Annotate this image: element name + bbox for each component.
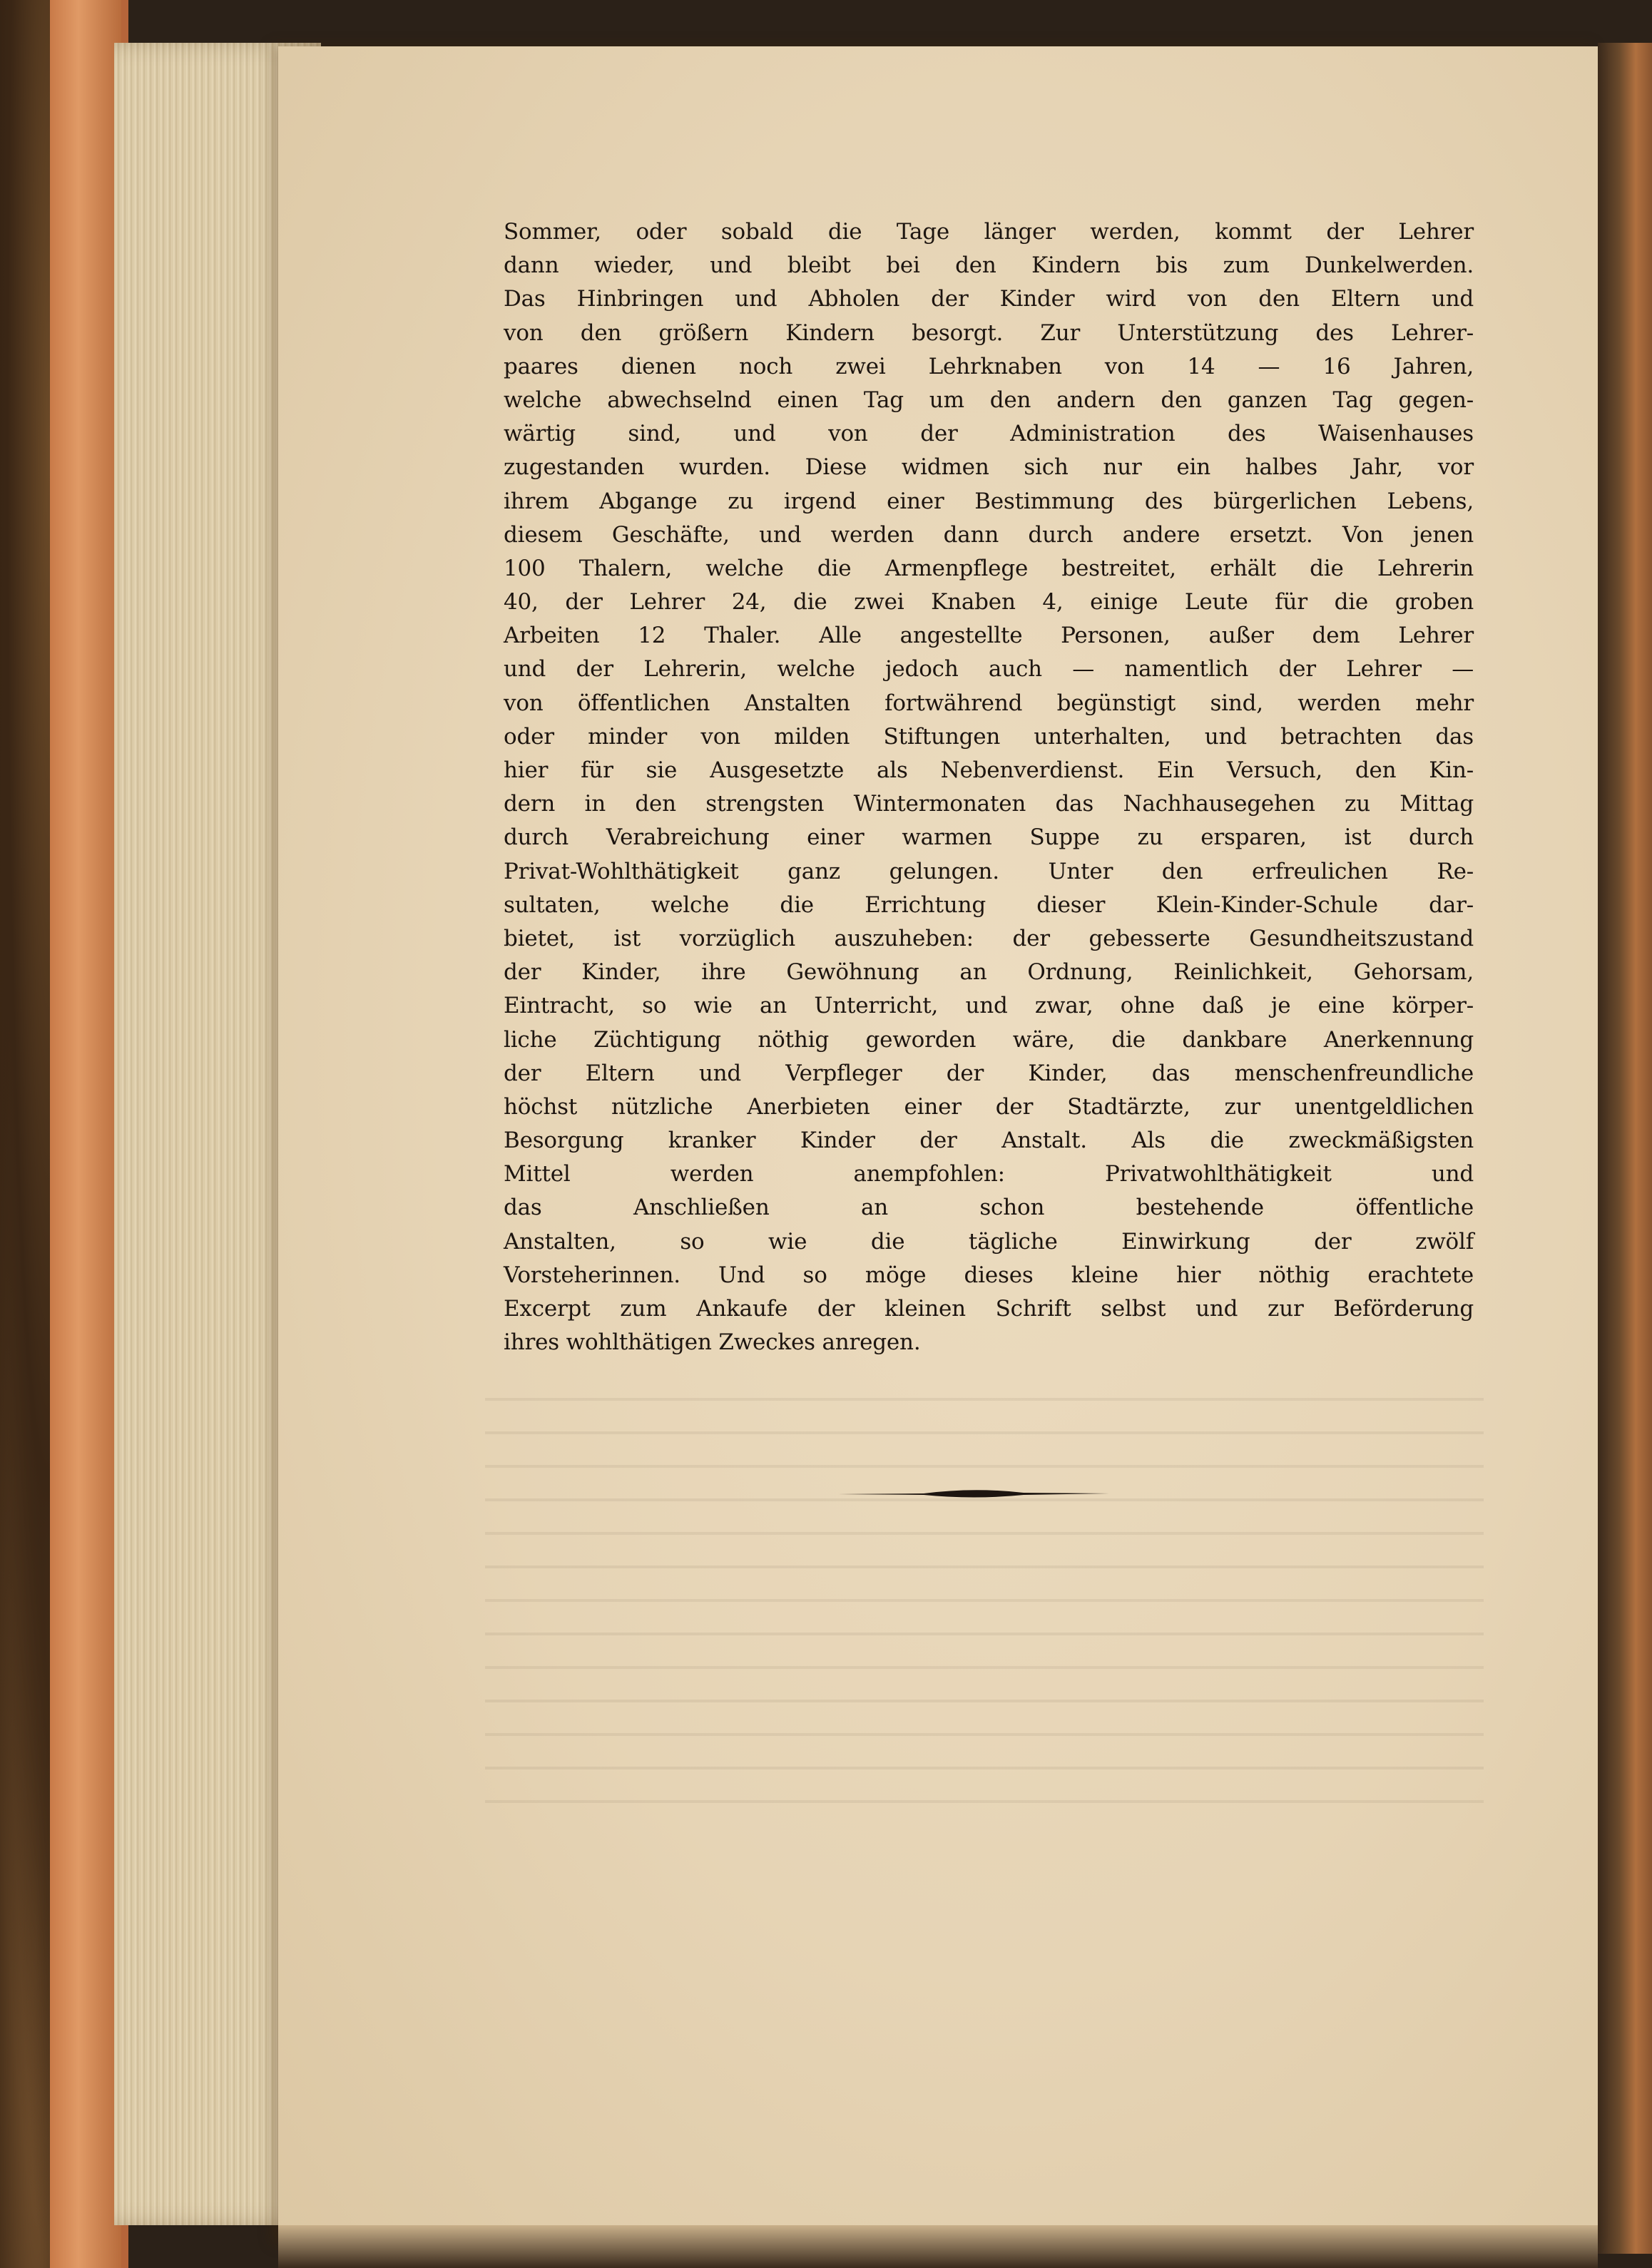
text-line: dann wieder, und bleibt bei den Kindern bis zum Dunkelwerden. [504,252,1474,279]
text-line: wärtig sind, und von der Administration des Waisenhauses [504,421,1474,447]
text-line: Excerpt zum Ankaufe der kleinen Schrift selbst und zur Beförderung [504,1296,1474,1322]
text-line: durch Verabreichung einer warmen Suppe zu ersparen, ist durch [504,824,1474,851]
text-line: höchst nützliche Anerbieten einer der Stadtärzte, zur unentgeldlichen [504,1093,1474,1120]
facing-page-edge [1598,43,1652,2254]
page-bottom-shadow [278,2225,1598,2268]
text-line: welche abwechselnd einen Tag um den andern den ganzen Tag gegen- [504,387,1474,413]
text-line: und der Lehrerin, welche jedoch auch — namentlich der Lehrer — [504,656,1474,683]
text-line: 100 Thalern, welche die Armenpflege bestreitet, erhält die Lehrerin [504,555,1474,581]
text-line: hier für sie Ausgesetzte als Nebenverdienst. Ein Versuch, den Kin- [504,757,1474,783]
text-line: Eintracht, so wie an Unterricht, und zwar, ohne daß je eine körper- [504,993,1474,1019]
text-line: oder minder von milden Stiftungen unterhalten, und betrachten das [504,723,1474,750]
text-line: sultaten, welche die Errichtung dieser Klein-Kinder-Schule dar- [504,892,1474,918]
text-line: ihrem Abgange zu irgend einer Bestimmung des bürgerlichen Lebens, [504,488,1474,514]
cover-leather-edge [50,0,121,2268]
text-line: Arbeiten 12 Thaler. Alle angestellte Personen, außer dem Lehrer [504,623,1474,649]
text-line: liche Züchtigung nöthig geworden wäre, die dankbare Anerkennung [504,1026,1474,1053]
text-line: ihres wohlthätigen Zweckes anregen. [504,1329,921,1356]
text-line: der Kinder, ihre Gewöhnung an Ordnung, Reinlichkeit, Gehorsam, [504,959,1474,986]
text-line: paares dienen noch zwei Lehrknaben von 14 — 16 Jahren, [504,353,1474,379]
text-line: von öffentlichen Anstalten fortwährend begünstigt sind, werden mehr [504,690,1474,716]
text-line: dern in den strengsten Wintermonaten das Nachhausegehen zu Mittag [504,791,1474,817]
text-line: bietet, ist vorzüglich auszuheben: der gebesserte Gesundheitszustand [504,925,1474,951]
text-line: von den größern Kindern besorgt. Zur Unterstützung des Lehrer- [504,320,1474,346]
text-line: 40, der Lehrer 24, die zwei Knaben 4, einige Leute für die groben [504,589,1474,615]
text-line: Vorsteherinnen. Und so möge dieses kleine hier nöthig erachtete [504,1262,1474,1288]
text-line: Sommer, oder sobald die Tage länger werden, kommt der Lehrer [504,219,1474,245]
text-line: Besorgung kranker Kinder der Anstalt. Als die zweckmäßigsten [504,1128,1474,1154]
text-line: Das Hinbringen und Abholen der Kinder wird von den Eltern und [504,286,1474,312]
text-line: diesem Geschäfte, und werden dann durch andere ersetzt. Von jenen [504,521,1474,548]
text-line: Mittel werden anempfohlen: Privatwohlthätigkeit und [504,1161,1474,1187]
show-through-text [485,1398,1484,1826]
ornament-rule [838,1486,1109,1501]
text-line: das Anschließen an schon bestehende öffentliche [504,1195,1474,1221]
body-text [504,215,1474,1359]
text-line: Anstalten, so wie die tägliche Einwirkung der zwölf [504,1228,1474,1255]
text-line: Privat-Wohlthätigkeit ganz gelungen. Unter den erfreulichen Re- [504,858,1474,884]
text-line: der Eltern und Verpfleger der Kinder, das menschenfreundliche [504,1060,1474,1086]
text-line: zugestanden wurden. Diese widmen sich nur ein halbes Jahr, vor [504,454,1474,481]
